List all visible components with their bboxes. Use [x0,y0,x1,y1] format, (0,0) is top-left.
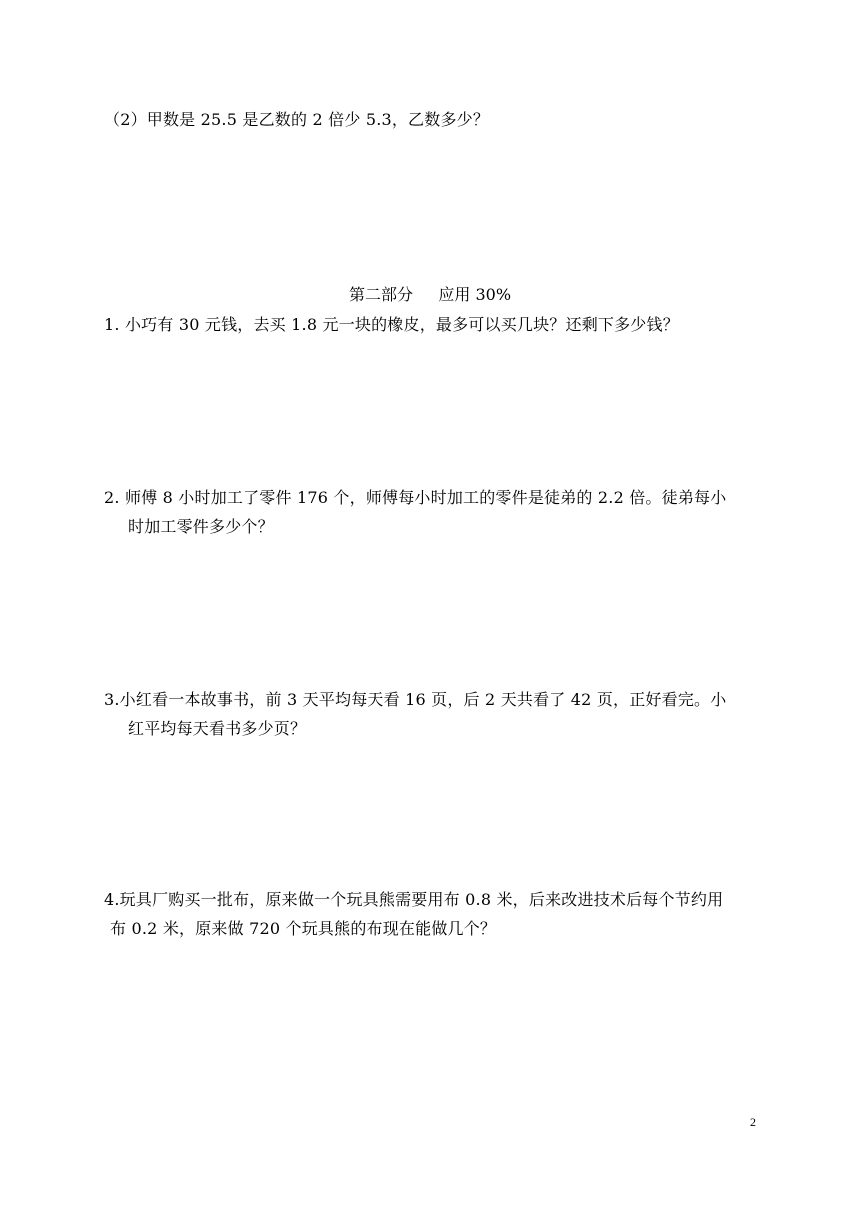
previous-question-text: （2）甲数是 25.5 是乙数的 2 倍少 5.3，乙数多少？ [104,110,490,129]
section-title: 第二部分 应用 30% [348,285,512,304]
problem-3-line-2: 红平均每天看书多少页？ [128,719,307,738]
problem-4-line-2: 布 0.2 米，原来做 720 个玩具熊的布现在能做几个？ [110,919,497,938]
problem-3-line-1: 3.小红看一本故事书，前 3 天平均每天看 16 页，后 2 天共看了 42 页，正好看完。小 [104,690,727,709]
problem-2-line-2: 时加工零件多少个？ [128,517,274,536]
problem-2-line-1: 2. 师傅 8 小时加工了零件 176 个，师傅每小时加工的零件是徒弟的 2.2 倍。徒弟每小 [104,488,727,507]
page-number: 2 [750,1115,756,1129]
problem-1-text: 1. 小巧有 30 元钱，去买 1.8 元一块的橡皮，最多可以买几块？还剩下多少钱？ [104,315,679,334]
problem-4-line-1: 4.玩具厂购买一批布，原来做一个玩具熊需要用布 0.8 米，后来改进技术后每个节约用 [104,890,724,909]
